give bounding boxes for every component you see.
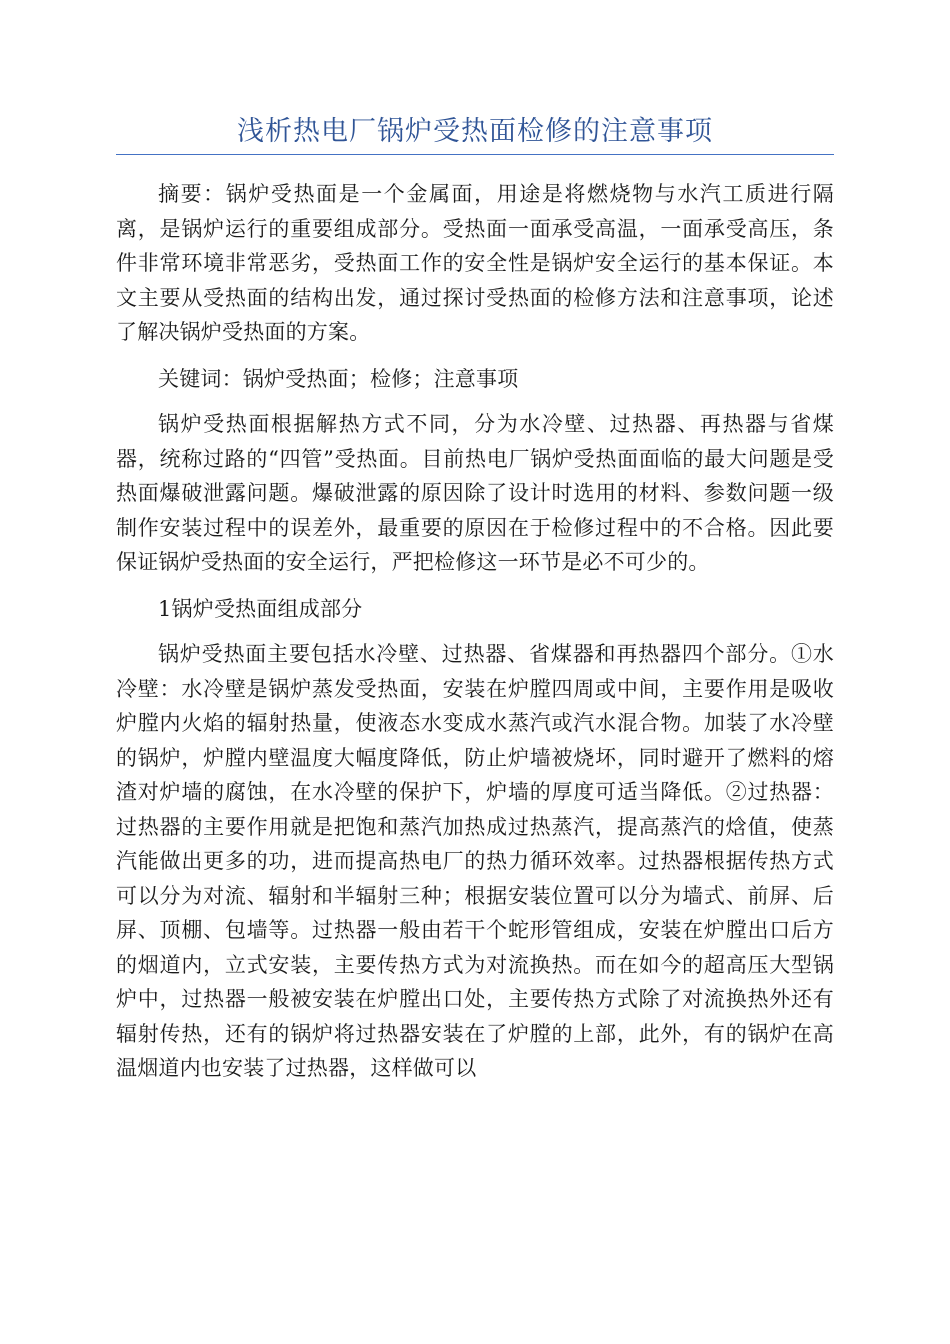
- abstract-paragraph: 摘要：锅炉受热面是一个金属面，用途是将燃烧物与水汽工质进行隔离，是锅炉运行的重要组成部分。受热面一面承受高温，一面承受高压，条件非常环境非常恶劣，受热面工作的安全性是锅炉安全运行的基本保证。本文主要从受热面的结构出发，通过探讨受热面的检修方法和注意事项，论述了解决锅炉受热面的方案。: [116, 182, 834, 344]
- document-body: [116, 177, 834, 1098]
- body-paragraph: 锅炉受热面主要包括水冷壁、过热器、省煤器和再热器四个部分。①水冷壁：水冷壁是锅炉蒸发受热面，安装在炉膛四周或中间，主要作用是吸收炉膛内火焰的辐射热量，使液态水变成水蒸汽或汽水混合物。加装了水冷壁的锅炉，炉膛内壁温度大幅度降低，防止炉墙被烧坏，同时避开了燃料的熔渣对炉墙的腐蚀，在水冷壁的保护下，炉墙的厚度可适当降低。②过热器：过热器的主要作用就是把饱和蒸汽加热成过热蒸汽，提高蒸汽的焓值，使蒸汽能做出更多的功，进而提高热电厂的热力循环效率。过热器根据传热方式可以分为对流、辐射和半辐射三种；根据安装位置可以分为墙式、前屏、后屏、顶棚、包墙等。过热器一般由若干个蛇形管组成，安装在炉膛出口后方的烟道内，立式安装，主要传热方式为对流换热。而在如今的超高压大型锅炉中，过热器一般被安装在炉膛出口处，主要传热方式除了对流换热外还有辐射传热，还有的锅炉将过热器安装在了炉膛的上部，此外，有的锅炉在高温烟道内也安装了过热器，这样做可以: [116, 642, 834, 1080]
- intro-paragraph: 锅炉受热面根据解热方式不同，分为水冷壁、过热器、再热器与省煤器，统称过路的“四管”受热面。目前热电厂锅炉受热面面临的最大问题是受热面爆破泄露问题。爆破泄露的原因除了设计时选用的材料、参数问题一级制作安装过程中的误差外，最重要的原因在于检修过程中的不合格。因此要保证锅炉受热面的安全运行，严把检修这一环节是必不可少的。: [116, 412, 834, 574]
- page-title: 浅析热电厂锅炉受热面检修的注意事项: [237, 116, 713, 147]
- title-underline: [116, 154, 834, 155]
- section-heading: 1锅炉受热面组成部分: [158, 596, 363, 621]
- keywords-paragraph: 关键词：锅炉受热面；检修；注意事项: [158, 366, 519, 391]
